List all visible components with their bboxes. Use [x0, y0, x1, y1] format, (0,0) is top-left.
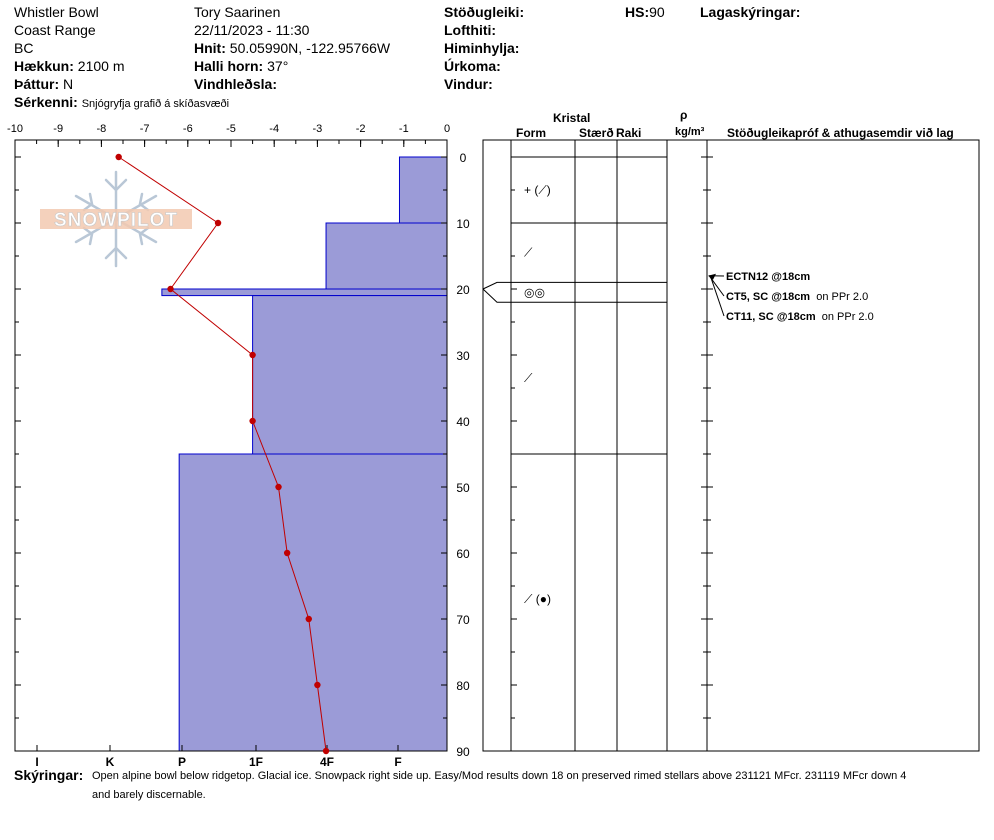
- hardness-tick-label: 4F: [319, 755, 335, 769]
- temp-tick-label: -4: [269, 123, 280, 135]
- hardness-tick-label: F: [394, 755, 402, 769]
- depth-tick-label: 10: [456, 217, 470, 231]
- test-arrow: [711, 278, 724, 316]
- wind-loading-label: Vindhleðsla:: [194, 76, 277, 92]
- temperature-point: [167, 286, 173, 292]
- temperature-point: [314, 682, 320, 688]
- grain-form-symbol: ⟋: [524, 245, 533, 260]
- test-label: ECTN12 @18cm: [726, 271, 811, 283]
- aspect-value: N: [63, 76, 74, 92]
- hardness-tick-label: P: [177, 755, 187, 769]
- elevation-label: Hækkun:: [14, 58, 74, 74]
- hardness-tick-label: I: [35, 755, 39, 769]
- test-label: CT11, SC @18cm: [726, 311, 816, 323]
- depth-tick-label: 60: [456, 547, 470, 561]
- temperature-point: [306, 616, 312, 622]
- hardness-tick-label: K: [105, 755, 115, 769]
- logo-text: SNOWPILOT: [53, 210, 179, 231]
- depth-tick-label: 40: [456, 415, 470, 429]
- temp-tick-label: -10: [7, 123, 23, 135]
- grain-form-symbol: ⟋: [524, 371, 533, 386]
- test-note: on PPr 2.0: [816, 291, 869, 303]
- wind-label: Vindur:: [444, 76, 493, 92]
- comments-line-2: and barely discernable.: [92, 789, 206, 801]
- depth-tick-label: 20: [456, 283, 470, 297]
- snowpilot-logo: [40, 172, 192, 266]
- boundary-connector: [483, 289, 511, 302]
- test-label: CT5, SC @18cm: [726, 291, 811, 303]
- moisture-header: Raki: [616, 126, 642, 140]
- air-temp-label: Lofthiti:: [444, 22, 497, 38]
- elevation-value: 2100 m: [77, 58, 125, 74]
- temp-tick-label: -3: [312, 123, 323, 135]
- temperature-point: [249, 418, 255, 424]
- depth-tick-label: 50: [456, 481, 470, 495]
- temp-tick-label: -8: [96, 123, 107, 135]
- test-result: [726, 289, 868, 305]
- temperature-point: [115, 154, 121, 160]
- hardness-bar: [326, 223, 447, 289]
- layer-notes-label: Lagaskýringar:: [700, 4, 801, 20]
- depth-tick-label: 0: [459, 151, 467, 165]
- comments-line-1: Open alpine bowl below ridgetop. Glacial ice. Snowpack right side up. Easy/Mod results down 18 on preserved rimed stellars above 231121 MFcr. 231119 MFcr down 4: [92, 770, 907, 782]
- temp-tick-label: -1: [398, 123, 409, 135]
- temperature-point: [249, 352, 255, 358]
- hardness-bar: [179, 454, 447, 751]
- size-header: Stærð: [579, 126, 614, 140]
- temperature-point: [284, 550, 290, 556]
- form-header: Form: [516, 126, 546, 140]
- temp-tick-label: -7: [139, 123, 150, 135]
- test-arrowhead: [708, 274, 716, 280]
- features-label: Sérkenni:: [14, 94, 78, 110]
- features-value: Snjógryfja grafið á skíðasvæði: [81, 98, 230, 110]
- hs-value: 90: [649, 4, 665, 20]
- hardness-bar: [399, 157, 447, 223]
- location-name: Whistler Bowl: [14, 4, 99, 20]
- depth-tick-label: 80: [456, 679, 470, 693]
- hs-label: HS:: [625, 4, 650, 20]
- temp-tick-label: -9: [53, 123, 64, 135]
- table-frame: [483, 140, 979, 751]
- slope-label: Halli horn:: [194, 58, 264, 74]
- temperature-point: [215, 220, 221, 226]
- test-note: on PPr 2.0: [821, 311, 874, 323]
- temperature-point: [323, 748, 329, 754]
- temperature-point: [275, 484, 281, 490]
- boundary-connector: [483, 282, 511, 289]
- test-result: [726, 269, 810, 285]
- hardness-bar: [253, 296, 447, 454]
- precip-label: Úrkoma:: [444, 58, 501, 74]
- grain-form-symbol: ◎◎: [524, 285, 545, 300]
- temp-tick-label: -2: [355, 123, 366, 135]
- aspect-label: Þáttur:: [14, 76, 60, 92]
- temp-tick-label: -6: [182, 123, 193, 135]
- coords-label: Hnit:: [194, 40, 226, 56]
- grain-form-symbol: + (⟋): [524, 183, 551, 197]
- density-unit: kg/m³: [675, 126, 705, 138]
- observation-datetime: 22/11/2023 - 11:30: [194, 22, 310, 38]
- slope-value: 37°: [267, 58, 289, 74]
- stability-label: Stöðugleiki:: [444, 4, 525, 20]
- layer-table: [483, 140, 979, 751]
- temp-tick-label: 0: [443, 123, 451, 135]
- temp-tick-label: -5: [226, 123, 236, 135]
- sky-label: Himinhylja:: [444, 40, 520, 56]
- rho-header: ρ: [680, 108, 688, 122]
- test-result: [726, 309, 874, 325]
- hardness-bar: [162, 289, 447, 296]
- tests-header: Stöðugleikapróf & athugasemdir við lag: [727, 126, 954, 140]
- depth-tick-label: 30: [456, 349, 470, 363]
- hardness-tick-label: 1F: [248, 755, 264, 769]
- depth-tick-label: 70: [456, 613, 470, 627]
- crystal-header: Kristal: [553, 111, 591, 125]
- province: BC: [14, 40, 34, 56]
- grain-form-symbol: ⟋ (●): [524, 592, 551, 607]
- comments-label: Skýringar:: [14, 767, 84, 783]
- observer-name: Tory Saarinen: [194, 4, 281, 20]
- depth-tick-label: 90: [456, 745, 470, 759]
- mountain-range: Coast Range: [14, 22, 96, 38]
- coords-value: 50.05990N, -122.95766W: [229, 40, 391, 56]
